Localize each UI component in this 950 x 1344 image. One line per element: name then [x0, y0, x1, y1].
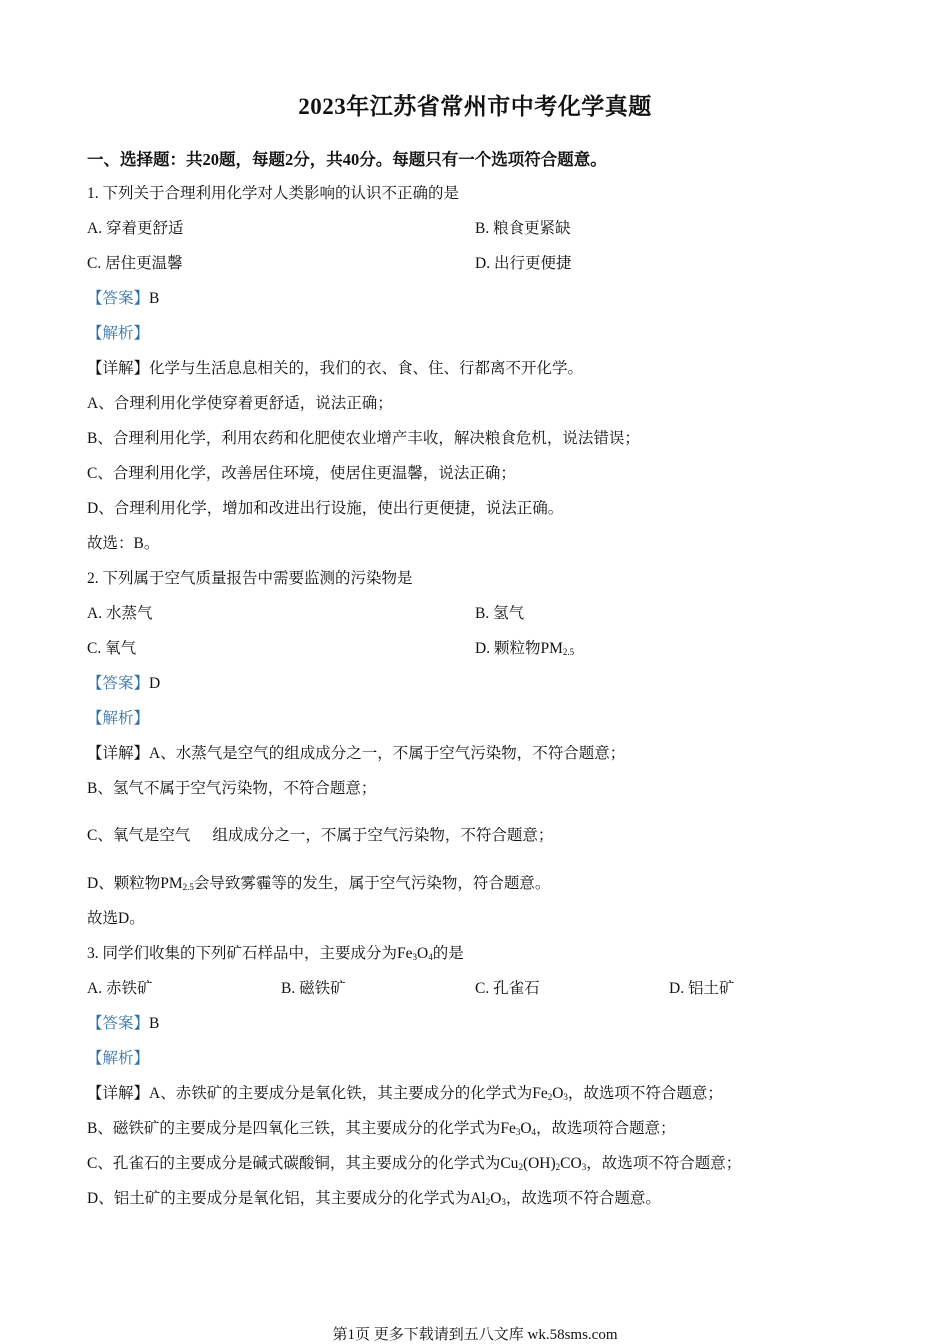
q2-line-b: B、氢气不属于空气污染物，不符合题意；: [87, 780, 377, 797]
q2-line-c-part2: 组成成分之一，不属于空气污染物，不符合题意；: [212, 827, 554, 844]
q2-option-b: B. 氢气: [475, 605, 525, 622]
answer-label: 【答案】: [87, 290, 150, 307]
q3-option-d: D. 铝土矿: [669, 980, 735, 997]
q3-stem: 3. 同学们收集的下列矿石样品中，主要成分为$Fe_3O_4$的是: [87, 945, 464, 962]
q1-answer-value: B: [149, 290, 160, 307]
q3-option-c: C. 孔雀石: [475, 980, 540, 997]
q2-conclusion: 故选D。: [87, 910, 145, 927]
q2-option-d-text: D. 颗粒物PM: [475, 640, 563, 657]
q2-answer: [87, 674, 160, 694]
q3-detail-end: ，故选项不符合题意；: [567, 1085, 723, 1102]
q2-line-c-part1: C、氧气是空气: [87, 827, 191, 844]
q3-line-c: C、孔雀石的主要成分是碱式碳酸铜，其主要成分的化学式为$Cu_2(OH)_2CO_3$，故选项不符合题意；: [87, 1155, 742, 1172]
q2-answer-value: D: [149, 675, 161, 692]
q3-option-b: B. 磁铁矿: [281, 980, 346, 997]
analysis-label: 【解析】: [87, 710, 150, 727]
q3-line-d: D、铝土矿的主要成分是氧化铝，其主要成分的化学式为$Al_2O_3$，故选项不符合题意。: [87, 1190, 661, 1207]
q3-answer: [87, 1014, 159, 1034]
q3-line-c-co: CO: [560, 1155, 582, 1172]
q1-option-d: D. 出行更便捷: [475, 255, 572, 272]
q3-line-b: B、磁铁矿的主要成分是四氧化三铁，其主要成分的化学式为$Fe_3O_4$，故选项符合题意；: [87, 1120, 676, 1137]
q2-line-d-part2: 会导致雾霾等的发生，属于空气污染物，符合题意。: [193, 875, 551, 892]
q3-detail: 【详解】A、赤铁矿的主要成分是氧化铁，其主要成分的化学式为$Fe_2O_3$，故选项不符合题意；: [87, 1085, 723, 1102]
q1-option-c: C. 居住更温馨: [87, 255, 183, 272]
analysis-label: 【解析】: [87, 325, 150, 342]
q3-line-d-end: ，故选项不符合题意。: [505, 1190, 661, 1207]
q3-line-d-text: D、铝土矿的主要成分是氧化铝，其主要成分的化学式为Al: [87, 1190, 486, 1207]
q3-line-b-text: B、磁铁矿的主要成分是四氧化三铁，其主要成分的化学式为Fe: [87, 1120, 516, 1137]
q2-option-c: C. 氧气: [87, 640, 137, 657]
q1-analysis-label: [87, 324, 149, 344]
detail-label: 【详解】: [87, 745, 150, 762]
q1-line-c: C、合理利用化学，改善居住环境，使居住更温馨，说法正确；: [87, 465, 516, 482]
q2-detail: [87, 744, 625, 764]
detail-label: 【详解】: [87, 360, 150, 377]
q1-line-d: D、合理利用化学，增加和改进出行设施，使出行更便捷，说法正确。: [87, 500, 564, 517]
q2-detail-text: A、水蒸气是空气的组成成分之一，不属于空气污染物，不符合题意；: [149, 745, 626, 762]
q1-option-a: A. 穿着更舒适: [87, 220, 184, 237]
section-heading: 一、选择题：共20题，每题2分，共40分。每题只有一个选项符合题意。: [87, 150, 607, 169]
q1-line-a: A、合理利用化学使穿着更舒适，说法正确；: [87, 395, 393, 412]
q3-line-c-text: C、孔雀石的主要成分是碱式碳酸铜，其主要成分的化学式为Cu: [87, 1155, 519, 1172]
q3-option-a: A. 赤铁矿: [87, 980, 153, 997]
q3-stem-text: 3. 同学们收集的下列矿石样品中，主要成分为Fe: [87, 945, 413, 962]
analysis-label: 【解析】: [87, 1050, 150, 1067]
q3-answer-value: B: [149, 1015, 160, 1032]
q2-line-d: [87, 874, 550, 897]
q1-option-b: B. 粮食更紧缺: [475, 220, 571, 237]
page-footer: 第1页 更多下载请到五八文库 wk.58sms.com: [332, 1327, 618, 1343]
q1-answer: [87, 289, 159, 309]
pm-subscript: 2.5: [562, 647, 575, 657]
q1-conclusion: 故选：B。: [87, 535, 160, 552]
q2-line-d-part1: D、颗粒物PM: [87, 875, 183, 892]
pm-subscript: 2.5: [182, 882, 194, 892]
q2-option-d: [475, 639, 574, 662]
q1-detail-text: 化学与生活息息相关的，我们的衣、食、住、行都离不开化学。: [149, 360, 584, 377]
detail-label: 【详解】: [87, 1085, 150, 1102]
q3-line-b-end: ，故选项符合题意；: [536, 1120, 676, 1137]
q1-stem: 1. 下列关于合理利用化学对人类影响的认识不正确的是: [87, 185, 460, 202]
q1-line-b: B、合理利用化学，利用农药和化肥使农业增产丰收，解决粮食危机，说法错误；: [87, 430, 640, 447]
q3-line-c-oh: (OH): [522, 1155, 556, 1172]
q3-stem-end: 的是: [432, 945, 464, 962]
q1-detail: [87, 359, 583, 379]
q2-stem: 2. 下列属于空气质量报告中需要监测的污染物是: [87, 570, 413, 587]
answer-label: 【答案】: [87, 1015, 150, 1032]
q2-analysis-label: [87, 709, 149, 729]
q3-line-c-end: ，故选项不符合题意；: [586, 1155, 742, 1172]
q2-option-a: A. 水蒸气: [87, 605, 153, 622]
answer-label: 【答案】: [87, 675, 150, 692]
q2-line-c: [87, 826, 553, 846]
q3-detail-text: A、赤铁矿的主要成分是氧化铁，其主要成分的化学式为Fe: [149, 1085, 548, 1102]
document-title: 2023年江苏省常州市中考化学真题: [298, 94, 652, 119]
q3-analysis-label: [87, 1049, 149, 1069]
